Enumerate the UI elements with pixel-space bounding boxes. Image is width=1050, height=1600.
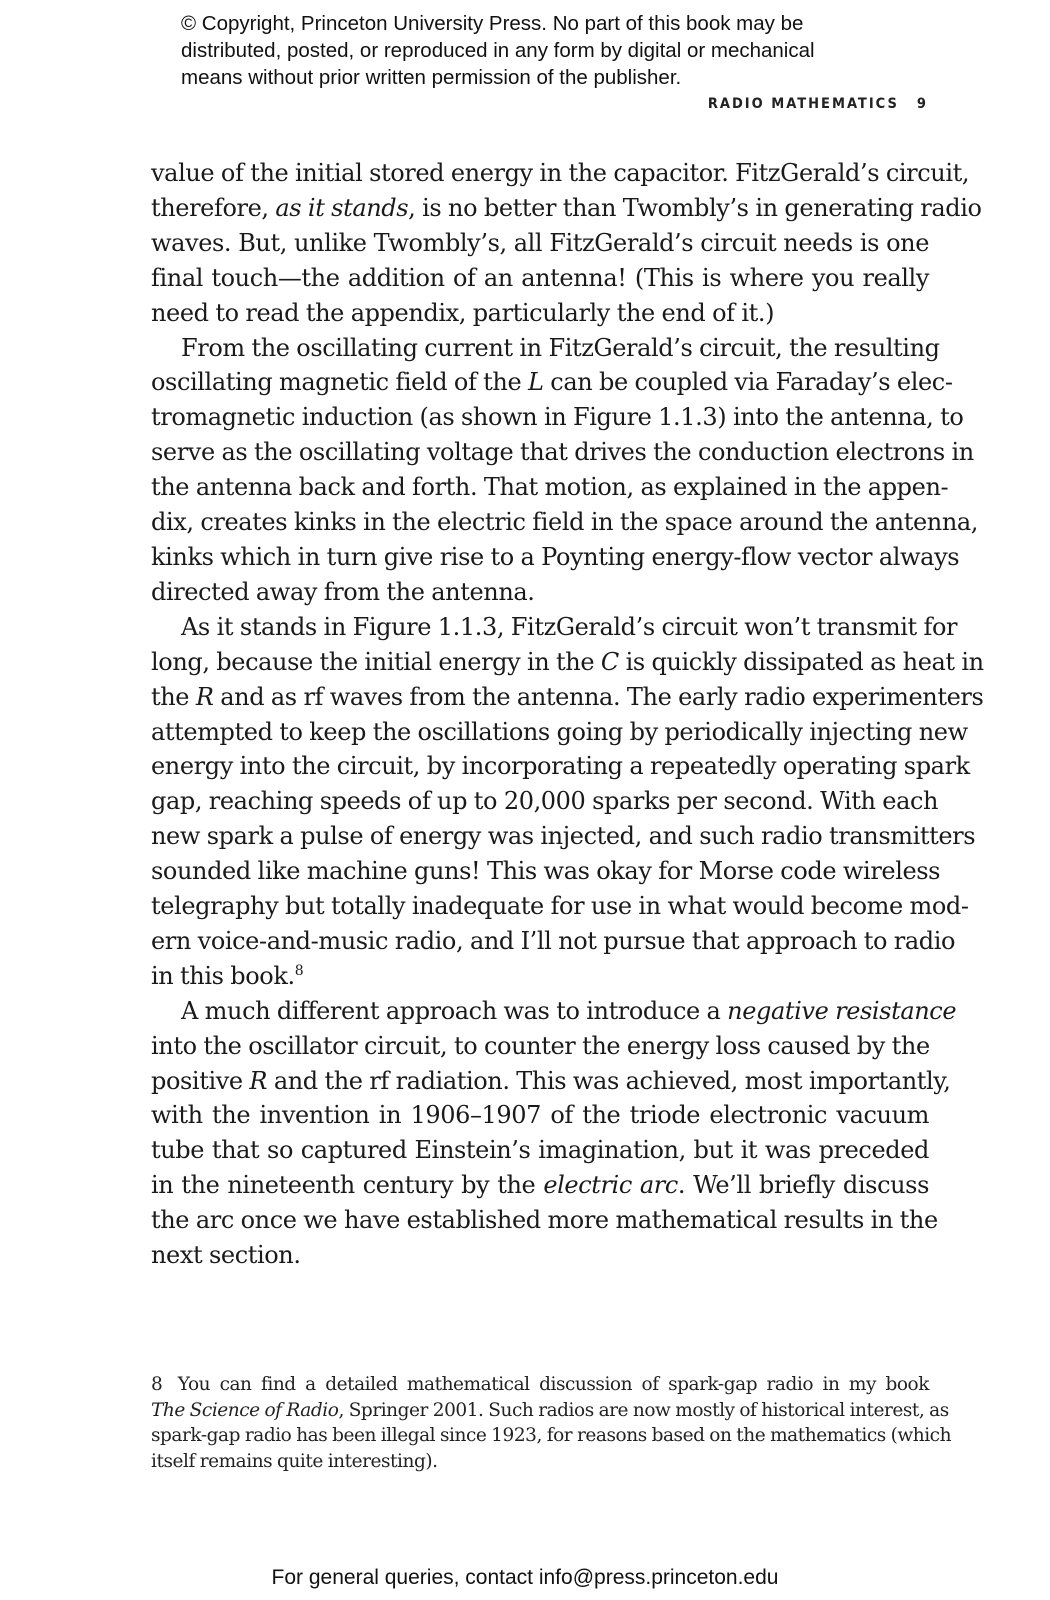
text-line: final touch—the addition of an antenna! (This is where you really [151,263,929,292]
page-number: 9 [916,96,928,112]
footnote-line [151,1372,929,1398]
text-line: serve as the oscillating voltage that drives the conduction electrons in [151,438,974,467]
text-run: and as rf waves from the antenna. The early radio experimenters [213,682,984,711]
text-line: telegraphy but totally inadequate for use in what would become mod- [151,892,969,921]
text-run: A much different approach was to introduce a [181,996,728,1025]
text-line: gap, reaching speeds of up to 20,000 sparks per second. With each [151,787,939,816]
text-line: kinks which in turn give rise to a Poynting energy-flow vector always [151,542,960,571]
text-line: directed away from the antenna. [151,577,535,606]
text-run: is quickly dissipated as heat in [618,647,984,676]
text-line: new spark a pulse of energy was injected, and such radio transmitters [151,822,976,851]
text-line: sounded like machine guns! This was okay for Morse code wireless [151,857,941,886]
italic-text: R [249,1066,268,1095]
paragraph [151,331,979,610]
text-line [151,1064,951,1099]
text-run: , is no better than Twombly’s in generating radio [408,193,982,222]
text-line: ern voice-and-music radio, and I’ll not pursue that approach to radio [151,926,956,955]
text-line: value of the initial stored energy in the capacitor. FitzGerald’s circuit, [151,159,970,187]
text-line: the antenna back and forth. That motion, as explained in the appen- [151,473,949,502]
copyright-line: means without prior written permission of the publisher. [181,66,682,89]
italic-text: electric arc [543,1171,678,1200]
book-title: The Science of Radio [151,1399,339,1421]
body-text [151,156,984,1273]
text-run: in this book. [151,961,295,990]
copyright-line: © Copyright, Princeton University Press. No part of this book may be [181,12,804,35]
text-line: the arc once we have established more mathematical results in the [151,1206,938,1235]
text-run: in the nineteenth century by the [151,1171,544,1200]
italic-text: R [195,682,214,711]
text-line: waves. But, unlike Twombly’s, all FitzGerald’s circuit needs is one [151,228,929,257]
text-line [151,994,957,1029]
footnote-text: , Springer 2001. Such radios are now mostly of historical interest, as [338,1399,949,1421]
text-line: need to read the appendix, particularly the end of it.) [151,298,775,327]
text-line [151,1168,929,1203]
text-line: tromagnetic induction (as shown in Figure 1.1.3) into the antenna, to [151,403,964,432]
copyright-notice [181,10,961,91]
text-line [151,645,984,680]
text-line: dix, creates kinks in the electric field in the space around the antenna, [151,508,979,537]
paragraph [151,994,957,1273]
italic-text: L [528,368,544,397]
paragraph [151,156,982,331]
text-run: and the rf radiation. This was achieved, most importantly, [267,1066,951,1095]
running-head [708,96,928,112]
text-line: tube that so captured Einstein’s imagination, but it was preceded [151,1136,929,1165]
footnote-text: You can find a detailed mathematical discussion of spark-gap radio in my book [177,1374,929,1395]
footnote-line [151,1398,949,1424]
text-line [151,959,929,994]
footnote-line: spark-gap radio has been illegal since 1923, for reasons based on the mathematics (which [151,1425,952,1447]
text-line: energy into the circuit, by incorporating a repeatedly operating spark [151,752,970,781]
text-run: can be coupled via Faraday’s elec- [543,368,953,397]
italic-text: negative resistance [727,996,957,1025]
copyright-line: distributed, posted, or reproduced in any form by digital or mechanical [181,39,815,62]
italic-text: as it stands [275,193,409,222]
italic-text: C [600,647,619,676]
text-line: attempted to keep the oscillations going by periodically injecting new [151,717,968,746]
running-head-title: RADIO MATHEMATICS [707,96,899,112]
footnote-reference[interactable]: 8 [294,962,304,979]
text-run: the [151,682,196,711]
text-run: therefore, [151,193,276,222]
text-line: with the invention in 1906–1907 of the triode electronic vacuum [151,1101,929,1130]
text-line: From the oscillating current in FitzGerald’s circuit, the resulting [181,333,940,362]
text-line [151,191,982,226]
text-line [151,680,984,715]
footnote [151,1372,952,1475]
text-line: next section. [151,1241,301,1270]
text-line [151,365,953,400]
text-run: . We’ll briefly discuss [677,1171,930,1200]
text-run: oscillating magnetic field of the [151,368,529,397]
footnote-line: itself remains quite interesting). [151,1451,438,1473]
footnote-number: 8 [151,1374,163,1395]
text-run: positive [151,1066,250,1095]
text-line: into the oscillator circuit, to counter the energy loss caused by the [151,1031,930,1060]
footer-contact: For general queries, contact info@press.princeton.edu [271,1566,779,1589]
paragraph [151,610,984,959]
text-line: As it stands in Figure 1.1.3, FitzGerald’s circuit won’t transmit for [181,612,958,641]
text-run: long, because the initial energy in the [151,647,601,676]
